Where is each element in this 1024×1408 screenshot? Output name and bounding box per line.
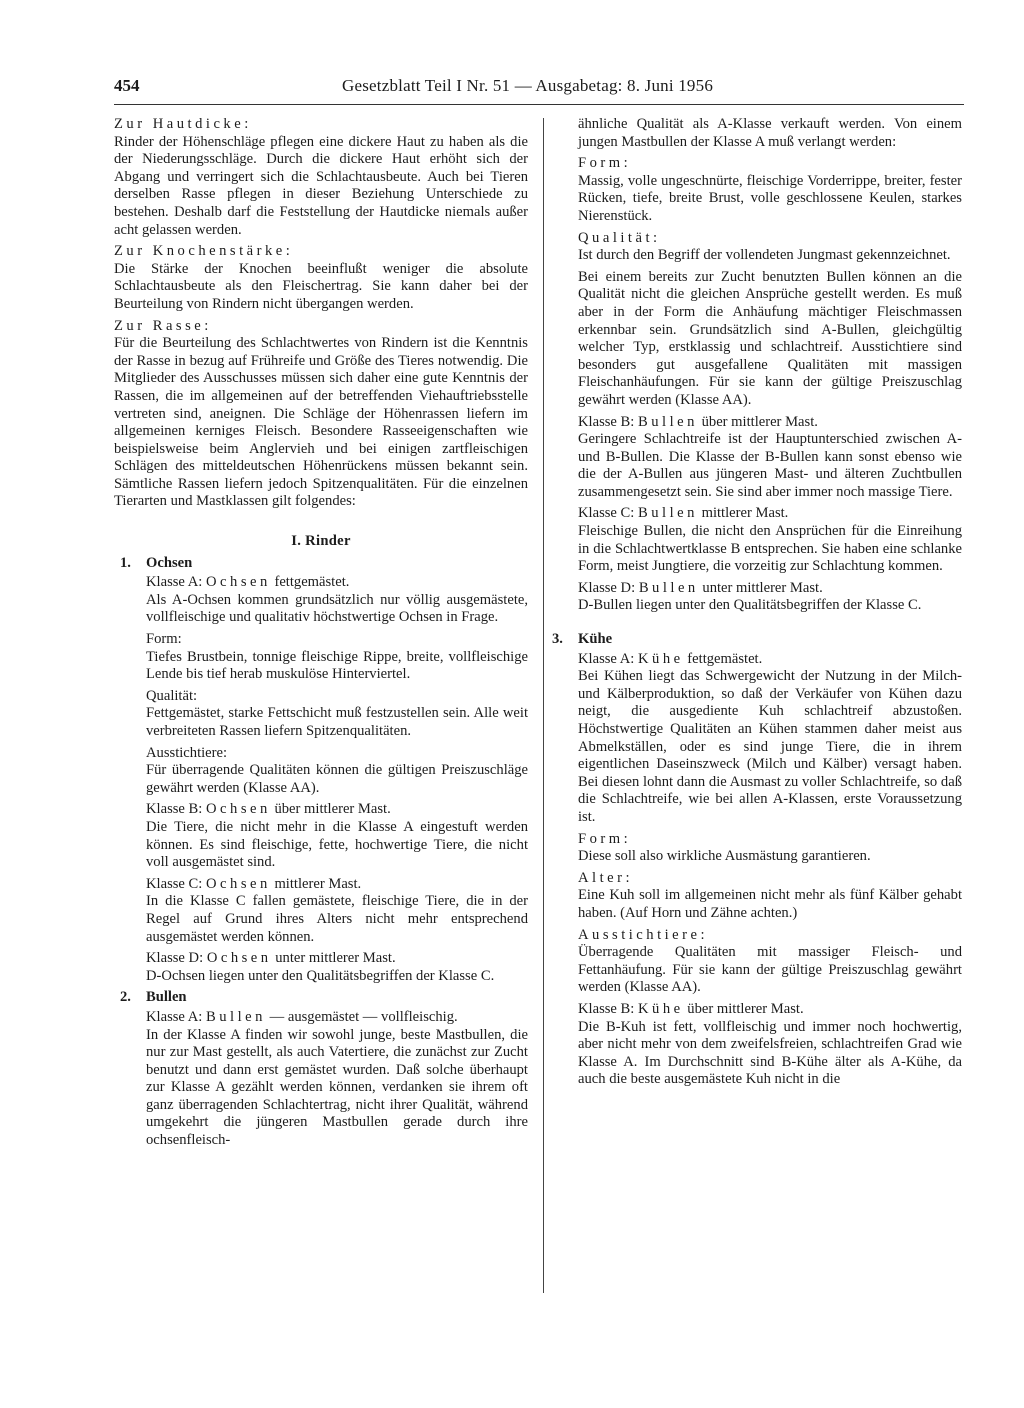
- class-text-bullen-a: In der Klasse A finden wir sowohl junge, beste Mastbullen, die nur zur Mast gestellt, als auch Vatertiere, die zunächst zur Zucht benutzt und dann erst gemästet wurden. Daß solche überhaupt zur Klasse A gezählt werden können, verdanken sie ihrem oft ganz überragenden Schlachtertrag, nicht ihrer Qualität, während umgekehrt die jüngeren Mastbullen gerade durch ihre ochsenfleisch-: [146, 1026, 528, 1149]
- subsection-bullen: 2. Bullen: [120, 989, 187, 1006]
- paragraph-knochenstaerke: Die Stärke der Knochen beeinflußt weniger die absolute Schlachtausbeute als den Fleischertrag. Sie kann daher bei der Beurteilung von Rindern nicht übergangen werden.: [114, 260, 528, 312]
- paragraph-hautdicke: Rinder der Höhenschläge pflegen eine dickere Haut zu haben als die der Niederungsschläge. Durch die dickere Haut erhöht sich der Abgang und verringert sich die Schlachtausbeute. Auch bei Tieren derselben Rasse pflegen in dieser Beziehung Unterschiede zu bestehen. Deshalb darf die Feststellung der Hautdicke niemals außer acht gelassen werden.: [114, 133, 528, 238]
- column-divider: [543, 118, 544, 1293]
- right-column: [552, 116, 962, 1093]
- heading-ausstichtiere-kuehe: Ausstichtiere:: [578, 926, 709, 943]
- paragraph-continuation: ähnliche Qualität als A-Klasse verkauft werden. Von einem jungen Mastbullen der Klasse A muß verlangt werden:: [578, 116, 962, 150]
- heading-qualitaet: Qualität:: [146, 687, 198, 704]
- class-text-bullen-c: Fleischige Bullen, die nicht den Ansprüchen für die Einreihung in die Schlachtwertklasse B entsprechen. Sie haben eine schlanke Form, meist Jungtiere, die vorzeitig zur Schlachtung kommen.: [578, 523, 962, 575]
- left-column: [114, 116, 528, 1154]
- section-title: I. Rinder: [291, 533, 351, 550]
- page-number: 454: [114, 76, 140, 95]
- heading-rasse: Zur Rasse:: [114, 317, 212, 334]
- class-text-ochsen-a: Als A-Ochsen kommen grundsätzlich nur völlig ausgemästete, vollfleischige und qualitativ höchstwertige Ochsen in Frage.: [146, 591, 528, 626]
- class-text-kuehe-a: Bei Kühen liegt das Schwergewicht der Nutzung in der Milch- und Kälberproduktion, so daß der Verkäufer von Kühen dazu neigt, die ausgediente Kuh schlachtreif abzustoßen. Höchstwertige Qualitäten an Kühen stammen daher meist aus Abmelkställen, oder es sind junge Tiere, die in ihrem eigentlichen Daseinszweck (Milch und Kälber) versagt haben. Bei diesen lohnt dann die Ausmast zu voller Schlachtreife, so daß die Schlachtreife, wie bei allen A-Klassen, erste Voraussetzung ist.: [578, 668, 962, 825]
- class-heading-ochsen-a: Klasse A: Ochsen fettgemästet.: [146, 574, 350, 591]
- paragraph-form-bullen: Massig, volle ungeschnürte, fleischige Vorderrippe, breiter, fester Rücken, tiefe, breite Brust, volle geschlossene Keulen, starkes Nierenstück.: [578, 172, 962, 224]
- paragraph-qualitaet: Fettgemästet, starke Fettschicht muß festzustellen sein. Alle weit verbreiteten Rassen liefern Spitzenqualitäten.: [146, 705, 528, 739]
- paragraph-qualitaet-bullen: Ist durch den Begriff der vollendeten Jungmast gekennzeichnet.: [578, 247, 951, 264]
- subsection-ochsen: 1. Ochsen: [120, 554, 193, 571]
- class-heading-ochsen-b: Klasse B: Ochsen über mittlerer Mast.: [146, 801, 391, 818]
- heading-ausstichtiere: Ausstichtiere:: [146, 744, 228, 761]
- class-heading-bullen-a: Klasse A: Bullen — ausgemästet — vollfleischig.: [146, 1008, 458, 1025]
- class-text-ochsen-c: In die Klasse C fallen gemästete, fleischige Tiere, die in der Regel auf Grund ihres Alters nicht mehr entsprechend ausgemästet werden können.: [146, 893, 528, 945]
- class-heading-kuehe-a: Klasse A: Kühe fettgemästet.: [578, 650, 763, 667]
- class-text-bullen-b: Geringere Schlachtreife ist der Hauptunterschied zwischen A- und B-Bullen. Die Klasse der B-Bullen kann sonst ebenso wie die der A-Bullen aus jüngeren Mast- und älteren Zuchtbullen zusammengesetzt sein. Sie sind aber immer noch massige Tiere.: [578, 431, 962, 500]
- class-text-kuehe-b: Die B-Kuh ist fett, vollfleischig und immer noch hochwertig, aber nicht mehr von dem zweifelsfreien, schlachtreifen Grad wie Klasse A. Im Durchschnitt sind B-Kühe älter als A-Kühe, da auch die beste ausgemästete Kuh nicht in die: [578, 1018, 962, 1088]
- heading-knochenstaerke: Zur Knochenstärke:: [114, 243, 294, 260]
- class-heading-kuehe-b: Klasse B: Kühe über mittlerer Mast.: [578, 1000, 804, 1017]
- heading-form-bullen: Form:: [578, 155, 632, 172]
- heading-alter: Alter:: [578, 869, 634, 886]
- class-heading-bullen-d: Klasse D: Bullen unter mittlerer Mast.: [578, 579, 823, 596]
- header-rule: [114, 104, 964, 105]
- heading-qualitaet-bullen: Qualität:: [578, 229, 661, 246]
- paragraph-zuchtbullen: Bei einem bereits zur Zucht benutzten Bullen können an die Qualität nicht die gleichen Ansprüche gestellt werden. Es muß aber in der Form die Anhäufung mächtiger Fleischmassen erkennbar sein. Grundsätzlich sind A-Bullen, gleichgültig welcher Typ, erstklassig und schlachtreif. Ausstichtiere sind besonders gut ausgefallene Qualitäten mit massigen Fleischanhäufungen. Für sie kann der gültige Preiszuschlag gewährt werden (Klasse AA).: [578, 268, 962, 408]
- paragraph-form: Tiefes Brustbein, tonnige fleischige Rippe, breite, vollfleischige Lende bis tief herab muskulöse Hinterviertel.: [146, 648, 528, 683]
- paragraph-ausstichtiere-kuehe: Überragende Qualitäten mit massiger Fleisch- und Fettanhäufung. Für sie kann der gültige Preiszuschlag gewährt werden (Klasse AA).: [578, 944, 962, 996]
- page-header: [114, 76, 964, 100]
- paragraph-alter: Eine Kuh soll im allgemeinen nicht mehr als fünf Kälber gehabt haben. (Auf Horn und Zähne achten.): [578, 887, 962, 921]
- spacer: [578, 619, 962, 629]
- class-text-ochsen-b: Die Tiere, die nicht mehr in die Klasse A eingestuft werden können. Es sind fleischige, fette, hochwertige Tiere, die nicht voll ausgemästet sind.: [146, 818, 528, 871]
- class-text-ochsen-d: D-Ochsen liegen unter den Qualitätsbegriffen der Klasse C.: [146, 967, 495, 984]
- heading-form: Form:: [146, 631, 182, 648]
- class-heading-ochsen-c: Klasse C: Ochsen mittlerer Mast.: [146, 875, 362, 892]
- class-heading-bullen-c: Klasse C: Bullen mittlerer Mast.: [578, 505, 789, 522]
- paragraph-form-kuehe: Diese soll also wirkliche Ausmästung garantieren.: [578, 848, 871, 865]
- class-text-bullen-d: D-Bullen liegen unter den Qualitätsbegriffen der Klasse C.: [578, 597, 922, 614]
- paragraph-ausstichtiere: Für überragende Qualitäten können die gültigen Preiszuschläge gewährt werden (Klasse AA).: [146, 762, 528, 796]
- paragraph-rasse: Für die Beurteilung des Schlachtwertes von Rindern ist die Kenntnis der Rasse in bezug auf Frühreife und Größe des Tieres notwendig. Die Mitglieder des Ausschusses müssen sich daher eine gute Kenntnis der Rassen, die im allgemeinen auf der betreffenden Viehauftriebsstelle vertreten sind, aneignen. Die Schläge der Höhenrassen liefern im allgemeinen kerniges Fleisch. Besondere Rasseeigenschaften wie beispielsweise beim Anglervieh und bei einigen zartfleischigen Schlägen des mitteldeutschen Höhenrückens müssen bekannt sein. Sämtliche Rassen liefern jedoch Spitzenqualitäten. Für die einzelnen Tierarten und Mastklassen gilt folgendes:: [114, 335, 528, 510]
- gazette-title: Gesetzblatt Teil I Nr. 51 — Ausgabetag: 8. Juni 1956: [342, 76, 714, 95]
- class-heading-ochsen-d: Klasse D: Ochsen unter mittlerer Mast.: [146, 950, 396, 967]
- subsection-kuehe: 3. Kühe: [552, 631, 613, 648]
- heading-hautdicke: Zur Hautdicke:: [114, 116, 252, 132]
- class-heading-bullen-b: Klasse B: Bullen über mittlerer Mast.: [578, 413, 818, 430]
- heading-form-kuehe: Form:: [578, 830, 632, 847]
